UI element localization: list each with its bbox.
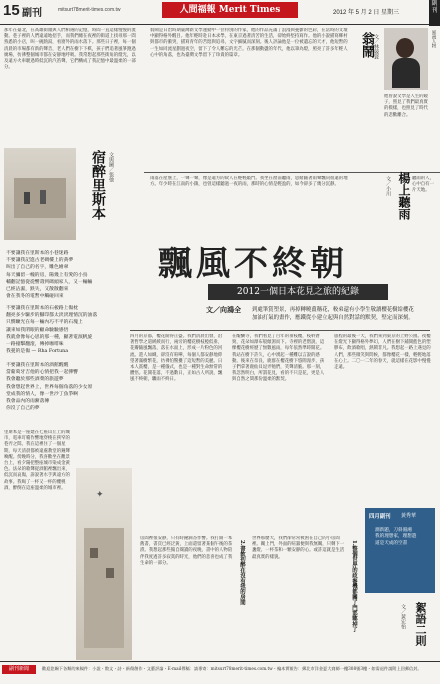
small2-text: 房間裡很安靜，只有時鐘滴答作響。我打開一本舊書，書頁已經泛黃，上面還留著某個午後的茶漬。我想起那些獨自閱讀的夜晚，書中的人物陪伴我度過許多寂寞的時光，他們的悲喜也成了我生命的一部分。 [140,536,233,566]
lisbon-body-text: 里斯本是一座建在七座山丘上的城市，電車叮噹作響地穿梭在狹窄的巷弄之間。我在這裡住了一個星期，每天清晨都被遠處教堂的鐘聲喚醒。傍晚時分，我喜歡坐在觀景台上，看夕陽把整座城市染成金黃色。法朵的歌聲從酒館裡飄出來，低沉而哀傷，訴說著水手與遠方的故事。我喝了一杯又一杯的櫻桃酒，醉倒在這座溫柔的城市裡。 [4,430,70,491]
poem-line: 我憂的是傷 — Rha Fortuna [6,349,69,355]
main-byline: 文／向鴻全 [206,305,241,314]
author-portrait [384,28,428,90]
poem-line: 翻亮多少驅步的腳印都太淡淡理情沉的油落 [6,313,98,319]
info-box-item: 道是天成的空書 [375,540,408,546]
poem-line: 你沒了自己的夢 [6,406,40,412]
yang-shang-text: 雨落在屋簷上，一聲一聲，像是遠方的故人在輕輕敲門。我坐在窗前聽雨，思緒隨著雨聲飄向很遠的地方。年少時在江南的小鎮，也曾這樣聽過一夜的雨，那時的心情是輕盈的，如今卻多了幾分沉靜。 [150,176,348,188]
poem-line: 不要讓我在里斯本的石板路上傷枕 [6,306,78,311]
yang-shang-title: 楊上聽雨 [397,172,411,220]
info-box-item: 測新題，刀斜湄湘 [375,528,412,533]
poem-line: 叫出了自己的名字，雕色繪翠 [6,265,69,271]
poem-stanza-3 [6,362,124,420]
page-number: 15 [3,2,20,19]
column-tag: 風流人物 [431,30,436,48]
poem-line: 不要讓我在里斯本的酒館醒醒 [6,363,69,368]
bird-icon: ✦ [96,490,104,500]
poem-stanza-2 [6,305,124,365]
lisbon-photo-bottom [76,468,132,660]
poem-line: 我會想起世界上，世界每個角落的少女原 [6,384,93,390]
jiyu-title: 絮語二則 [414,602,427,646]
issue-date: 2012 年 5 月 2 日 星期三 [333,10,400,16]
lisbon-byline: 文與圖／張弛 [108,152,114,182]
poem-line: 不要讓我記進古老碉樓上的黃夢 [6,258,74,264]
weng-nao-byline: 文／林競賢 [373,34,379,59]
poem-line: 讓來如我閉眼的顧命驗驗感悟 [6,327,69,333]
poem-line: 我會品內的雨漸落傳 [6,399,50,405]
small1-title: 1.整個世界的政審機都關了門邯鄲掉了 [351,540,357,633]
info-box-item: 我的理想家，理想遊 [375,534,417,540]
info-box-title: 四月副刊 [369,514,391,520]
footer-tag: 副刊新聞 [2,665,36,674]
lisbon-photo-top [4,148,76,240]
poem-line: 不要讓我在里斯本的小巷迷路 [6,251,69,256]
info-box-items [375,528,425,588]
lisbon-title: 宿醉里斯本 [90,150,106,220]
jiyu-byline: 文／黃宏怡 [400,604,406,629]
small1-text: 世界那麼大，我們卻常常被困在自己的小房間裡。關上門，外面的喧囂便與我無關，只剩下一盞燈、一杯茶和一顆安靜的心。或許這就是生活最真實的樣貌。 [252,536,345,560]
poem-line: 我會聽於那些酒菜的旅遊夢 [6,377,64,383]
poem-line: 我就會像每心思的那一種，顯著電演帆旋 [6,334,93,340]
poem-line: 輔翻記憶從從響壽到碼頭家人，又一輛輛 [6,279,93,285]
main-body-col-2: 在醍醐寺，我們看見了百年的垂枝櫻，枝幹蒼勁，花朵如瀑布般傾瀉而下。寺裡的老僧說，這棵櫻花樹經歷了無數風雨，每年依然準時開花。我站在樹下許久，心中湧起一種難以言說的感動。後來在奈良，鹿群在櫻花樹下悠閒漫步，孩子們拿著鹿仙貝逗弄牠們，笑聲清脆。那一刻，我忽然明白，所謂花見，看的不只是花，更是人與自然之間那份溫柔的默契。 [232,334,325,383]
header-url[interactable]: mitsurt78merit-times.com.tw [58,7,121,13]
weng-nao-title: 翁鬧 [359,32,374,58]
info-box [365,508,435,593]
weng-nao-text: 翁鬧是日治時期臺灣新文學運動中一位特別的作家，他的作品充滿了浪漫與憂鬱的色彩，在當時的文壇中顯得格外醒目。他年輕時赴日本求學，在東京過著清苦的生活，卻始終堅持寫作。他的小說描寫鄉村與都市的衝突，描寫青年的苦悶與追尋，文字細膩而深刻。後人評論他是一位被遺忘的天才，他短暫的一生如同流星劃過夜空，留下了令人難忘的光芒。在那個動盪的年代，他以筆為燈，照亮了許多年輕人心中的角落，也為臺灣文學留下了珍貴的篇章。 [150,28,348,58]
small2-title: 2.書飲初醉在沒有我的房間 [239,540,245,606]
weng-nao-side-text: 他曾說文學是人生的鏡子，照見了我們最真實的模樣，也照見了時代的悲歡離合。 [384,94,428,118]
page-footer [0,661,440,684]
main-headline: 飄風不終朝 [158,244,348,284]
main-body-col-3: 旅程的最後一天，我們來到東京的上野公園。夜櫻在燈光下顯得格外夢幻，人們在樹下鋪開藍色的塑膠布，飲酒歌唱，熱鬧非凡。我想起一路上遇見的人們，那些微笑與問候，都像櫻花一樣，輕輕地落在心上。二〇一二年的春天，就這樣在花影中慢慢走遠。 [334,334,431,371]
side-strip: 副刊 [429,0,440,26]
info-box-author: 黃秀華 [401,513,417,519]
section-name: 副刊 [22,8,42,19]
poem-line: 堂成我的情人，像一世沙丁魚爭啊 [6,391,78,397]
page-header [0,0,440,25]
poem-line: 當葡萄牙吉他的心情把我一起彈響 [6,370,78,376]
divider [130,330,430,331]
left-top-text: 那年在臺北，在高雄街頭與人們相遇的記憶，時間一直這樣慢慢的流動。巷子裡的人們遠遠地招手，而我們總在夜裡的街道上找尋那一間熟悉的小店，叫一碗熱湯，看窗外的雨水落下。那些日子裡，每一個清晨的市場都有新的聲音，老人們在樹下下棋，孩子們追著風箏跑過廣場，彷彿整個城市都在安靜地呼吸。我常想起那些街角的燈光，以及遠方火車駛過時低沉的汽笛聲，它們構成了我記憶中最溫柔的一部分。 [4,28,136,71]
main-lead: 到處筆賞塑景，再掉轉曉薑稱花，較弟還有小學生敬讀櫻花樹給櫻花加油打氣的畫作，應鐵從小建立起與自然對話的默契，堅定而深刻。 [252,307,414,321]
footer-text: 歡迎您賜下各類的來稿件：小説・散文・詩・新傷創作・文藝評論・E-mail傳稿：請專寄：mitsurt78merit-times.com.tw・編本實報告：郵北市洋金夏大商師一樓308號3樓・如需退件請附上回郵信封。 [42,666,422,671]
poem-line: 只憫曠光在每一輛內巧不平的石塊上 [6,320,83,326]
poem-line: 一路撞擊翻滾，傳掉咖啡味 [6,342,64,348]
newspaper-logo: 人間福報 Merit Times [162,2,298,18]
poem-line: 已經沾濕，跌失，又散散翻來 [6,287,69,293]
main-subtitle: 2012一個日本花見之旅的紀錄 [208,284,388,300]
yang-shang-side-text: 聽雨的人，心中自有一片天地。 [412,176,434,194]
yang-shang-byline: 文／小川 [385,176,391,196]
poem-line: 每天彌留一幢的房，陽幾上有愛的小鳥 [6,272,88,278]
main-body-col-1: 四月的京都，櫻花開得正盛。我們清晨出發，沿著哲學之道緩緩而行，兩旁的櫻花樹枝椏低垂，花瓣隨風飄落，落在水面上，形成一片粉色的河流。遊人如織，卻沒有喧嘩，每個人都安靜地仰望著滿樹繁花，彷彿怕驚擾了這短暫的美麗。日本人賞櫻，是一種儀式，也是一種對生命無常的體悟。花開花落，不過數日，正如古人所說，飄風不終朝，驟雨不終日。 [130,334,223,383]
poem-line: 會在我冬的電暫中觸碰回來 [6,294,64,300]
